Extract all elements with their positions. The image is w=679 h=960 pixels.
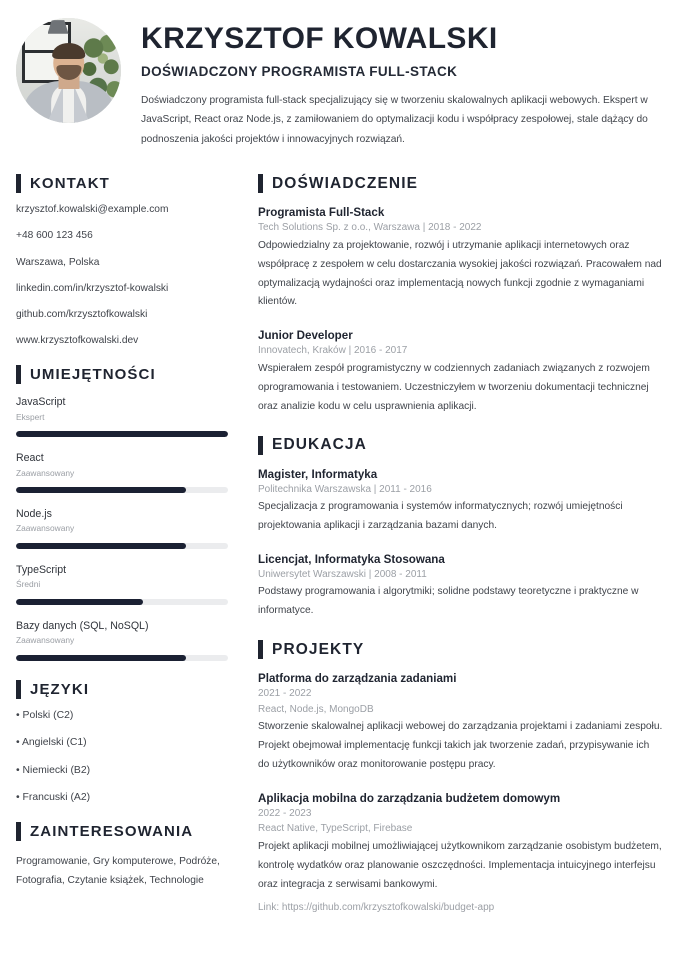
entry-stack: React, Node.js, MongoDB — [258, 703, 374, 715]
list-item: • Niemiecki (B2) — [16, 764, 91, 776]
skill-name: Bazy danych (SQL, NoSQL) — [16, 619, 149, 632]
section-heading-experience — [258, 174, 663, 193]
accent-bar-icon — [258, 174, 263, 193]
project-entry — [258, 671, 663, 775]
interests-text: Programowanie, Gry komputerowe, Podróże, Fotografia, Czytanie książek, Technologie — [16, 856, 220, 887]
skill-progress-fill — [16, 431, 228, 437]
skill-progress-track — [16, 543, 228, 549]
experience-entry — [258, 205, 663, 312]
contact-website[interactable]: www.krzysztofkowalski.dev — [16, 335, 139, 347]
profile-summary: Doświadczony programista full-stack specjalizujący się w tworzeniu skalowalnych aplikacji webowych. Ekspert w JavaScript, React oraz Node.js, z zamiłowaniem do optymalizacji kodu i współpracy zespołowej, stale dążący do podnoszenia jakości projektów i innowacyjnych rozwiązań. — [141, 94, 648, 146]
education-entry — [258, 552, 663, 621]
section-heading-languages — [16, 680, 228, 699]
entry-stack: React Native, TypeScript, Firebase — [258, 823, 413, 835]
section-languages — [16, 680, 228, 804]
skill-item — [16, 452, 228, 493]
entry-title: Platforma do zarządzania zadaniami — [258, 672, 457, 686]
entry-meta: Uniwersytet Warszawski | 2008 - 2011 — [258, 568, 427, 580]
section-contact — [16, 174, 228, 346]
header-text-block — [141, 18, 663, 150]
entry-years: 2021 - 2022 — [258, 688, 312, 700]
education-entry — [258, 467, 663, 536]
entry-description: Wspierałem zespół programistyczny w codziennych zadaniach związanych z rozwojem oprogramowania i testowaniem. Uczestniczyłem w tworzeniu dokumentacji technicznej oraz analizie kodu w celu usprawnienia aplikacji. — [258, 362, 650, 412]
skill-item — [16, 396, 228, 437]
skill-level: Zaawansowany — [16, 523, 75, 534]
entry-description: Odpowiedzialny za projektowanie, rozwój i utrzymanie aplikacji internetowych oraz współpracę z zespołem w celu dostarczania wysokiej jakości rozwiązań. Pracowałem nad optymalizacją wydajności oraz implementacją nowych funkcji zgodnie z wymaganiami klientów. — [258, 239, 662, 308]
skill-progress-track — [16, 655, 228, 661]
skill-name: Node.js — [16, 508, 52, 521]
skill-progress-fill — [16, 655, 186, 661]
resume-columns — [16, 174, 663, 936]
skill-level: Zaawansowany — [16, 635, 75, 646]
entry-description: Podstawy programowania i algorytmiki; solidne podstawy teoretyczne i praktyczne w informatyce. — [258, 586, 639, 617]
skill-item — [16, 620, 228, 661]
main-content — [242, 174, 663, 936]
skill-progress-fill — [16, 599, 143, 605]
entry-years: 2022 - 2023 — [258, 807, 312, 819]
entry-description: Projekt aplikacji mobilnej umożliwiającej użytkownikom zarządzanie osobistym budżetem, kontrolę wydatków oraz planowanie oszczędności. Implementacja intuicyjnego interfejsu oraz integracja z serwisami bankowymi. — [258, 840, 662, 890]
section-heading-label: UMIEJĘTNOŚCI — [30, 366, 156, 384]
section-projects — [258, 640, 663, 917]
section-heading-label: KONTAKT — [30, 175, 110, 193]
accent-bar-icon — [258, 640, 263, 659]
project-link[interactable]: Link: https://github.com/krzysztofkowalski/budget-app — [258, 901, 495, 913]
section-heading-education — [258, 436, 663, 455]
section-heading-interests — [16, 822, 228, 841]
section-heading-label: ZAINTERESOWANIA — [30, 823, 194, 841]
section-heading-projects — [258, 640, 663, 659]
section-interests — [16, 822, 228, 891]
entry-title: Junior Developer — [258, 329, 353, 343]
accent-bar-icon — [16, 822, 21, 841]
accent-bar-icon — [16, 680, 21, 699]
project-entry — [258, 791, 663, 917]
skill-level: Zaawansowany — [16, 467, 75, 478]
job-title: DOŚWIADCZONY PROGRAMISTA FULL-STACK — [141, 63, 458, 79]
sidebar — [16, 174, 242, 910]
page-title: KRZYSZTOF KOWALSKI — [141, 22, 498, 55]
accent-bar-icon — [16, 174, 21, 193]
contact-linkedin[interactable]: linkedin.com/in/krzysztof-kowalski — [16, 282, 169, 294]
section-heading-label: EDUKACJA — [272, 436, 367, 454]
section-heading-label: JĘZYKI — [30, 680, 90, 698]
skill-level: Ekspert — [16, 411, 45, 422]
contact-phone[interactable]: +48 600 123 456 — [16, 230, 93, 242]
skill-item — [16, 508, 228, 549]
entry-meta: Politechnika Warszawska | 2011 - 2016 — [258, 483, 432, 495]
section-skills — [16, 365, 228, 660]
contact-github[interactable]: github.com/krzysztofkowalski — [16, 309, 148, 321]
accent-bar-icon — [258, 436, 263, 455]
section-experience — [258, 174, 663, 416]
skill-name: TypeScript — [16, 564, 67, 577]
skill-name: JavaScript — [16, 396, 66, 409]
section-education — [258, 436, 663, 622]
section-heading-contact — [16, 174, 228, 193]
list-item: • Angielski (C1) — [16, 737, 87, 749]
skill-progress-track — [16, 487, 228, 493]
skill-name: React — [16, 452, 44, 465]
entry-description: Stworzenie skalowalnej aplikacji webowej do zarządzania projektami i zadaniami zespołu. Projekt obejmował implementację funkcji takich jak tworzenie zadań, przypisywanie ich do użytkowników oraz monitorowanie postępu pracy. — [258, 721, 663, 770]
skill-progress-track — [16, 431, 228, 437]
accent-bar-icon — [16, 365, 21, 384]
section-heading-label: DOŚWIADCZENIE — [272, 175, 419, 193]
skill-item — [16, 564, 228, 605]
skill-progress-track — [16, 599, 228, 605]
entry-meta: Tech Solutions Sp. z o.o., Warszawa | 2018 - 2022 — [258, 222, 482, 234]
entry-meta: Innovatech, Kraków | 2016 - 2017 — [258, 345, 408, 357]
entry-title: Magister, Informatyka — [258, 467, 378, 481]
entry-title: Licencjat, Informatyka Stosowana — [258, 552, 445, 566]
entry-description: Specjalizacja z programowania i systemów informatycznych; rozwój umiejętności projektowania aplikacji i zarządzania bazami danych. — [258, 501, 623, 531]
list-item: • Francuski (A2) — [16, 791, 91, 803]
entry-title: Aplikacja mobilna do zarządzania budżetem domowym — [258, 791, 561, 805]
skill-progress-fill — [16, 487, 186, 493]
experience-entry — [258, 328, 663, 416]
avatar — [16, 18, 121, 123]
photo-hair — [52, 43, 86, 59]
skill-progress-fill — [16, 543, 186, 549]
resume-header — [16, 14, 663, 160]
section-heading-label: PROJEKTY — [272, 640, 365, 658]
contact-location: Warszawa, Polska — [16, 256, 100, 268]
skill-level: Średni — [16, 579, 41, 590]
entry-title: Programista Full-Stack — [258, 206, 385, 220]
list-item: • Polski (C2) — [16, 709, 74, 721]
contact-email[interactable]: krzysztof.kowalski@example.com — [16, 204, 169, 216]
section-heading-skills — [16, 365, 228, 384]
